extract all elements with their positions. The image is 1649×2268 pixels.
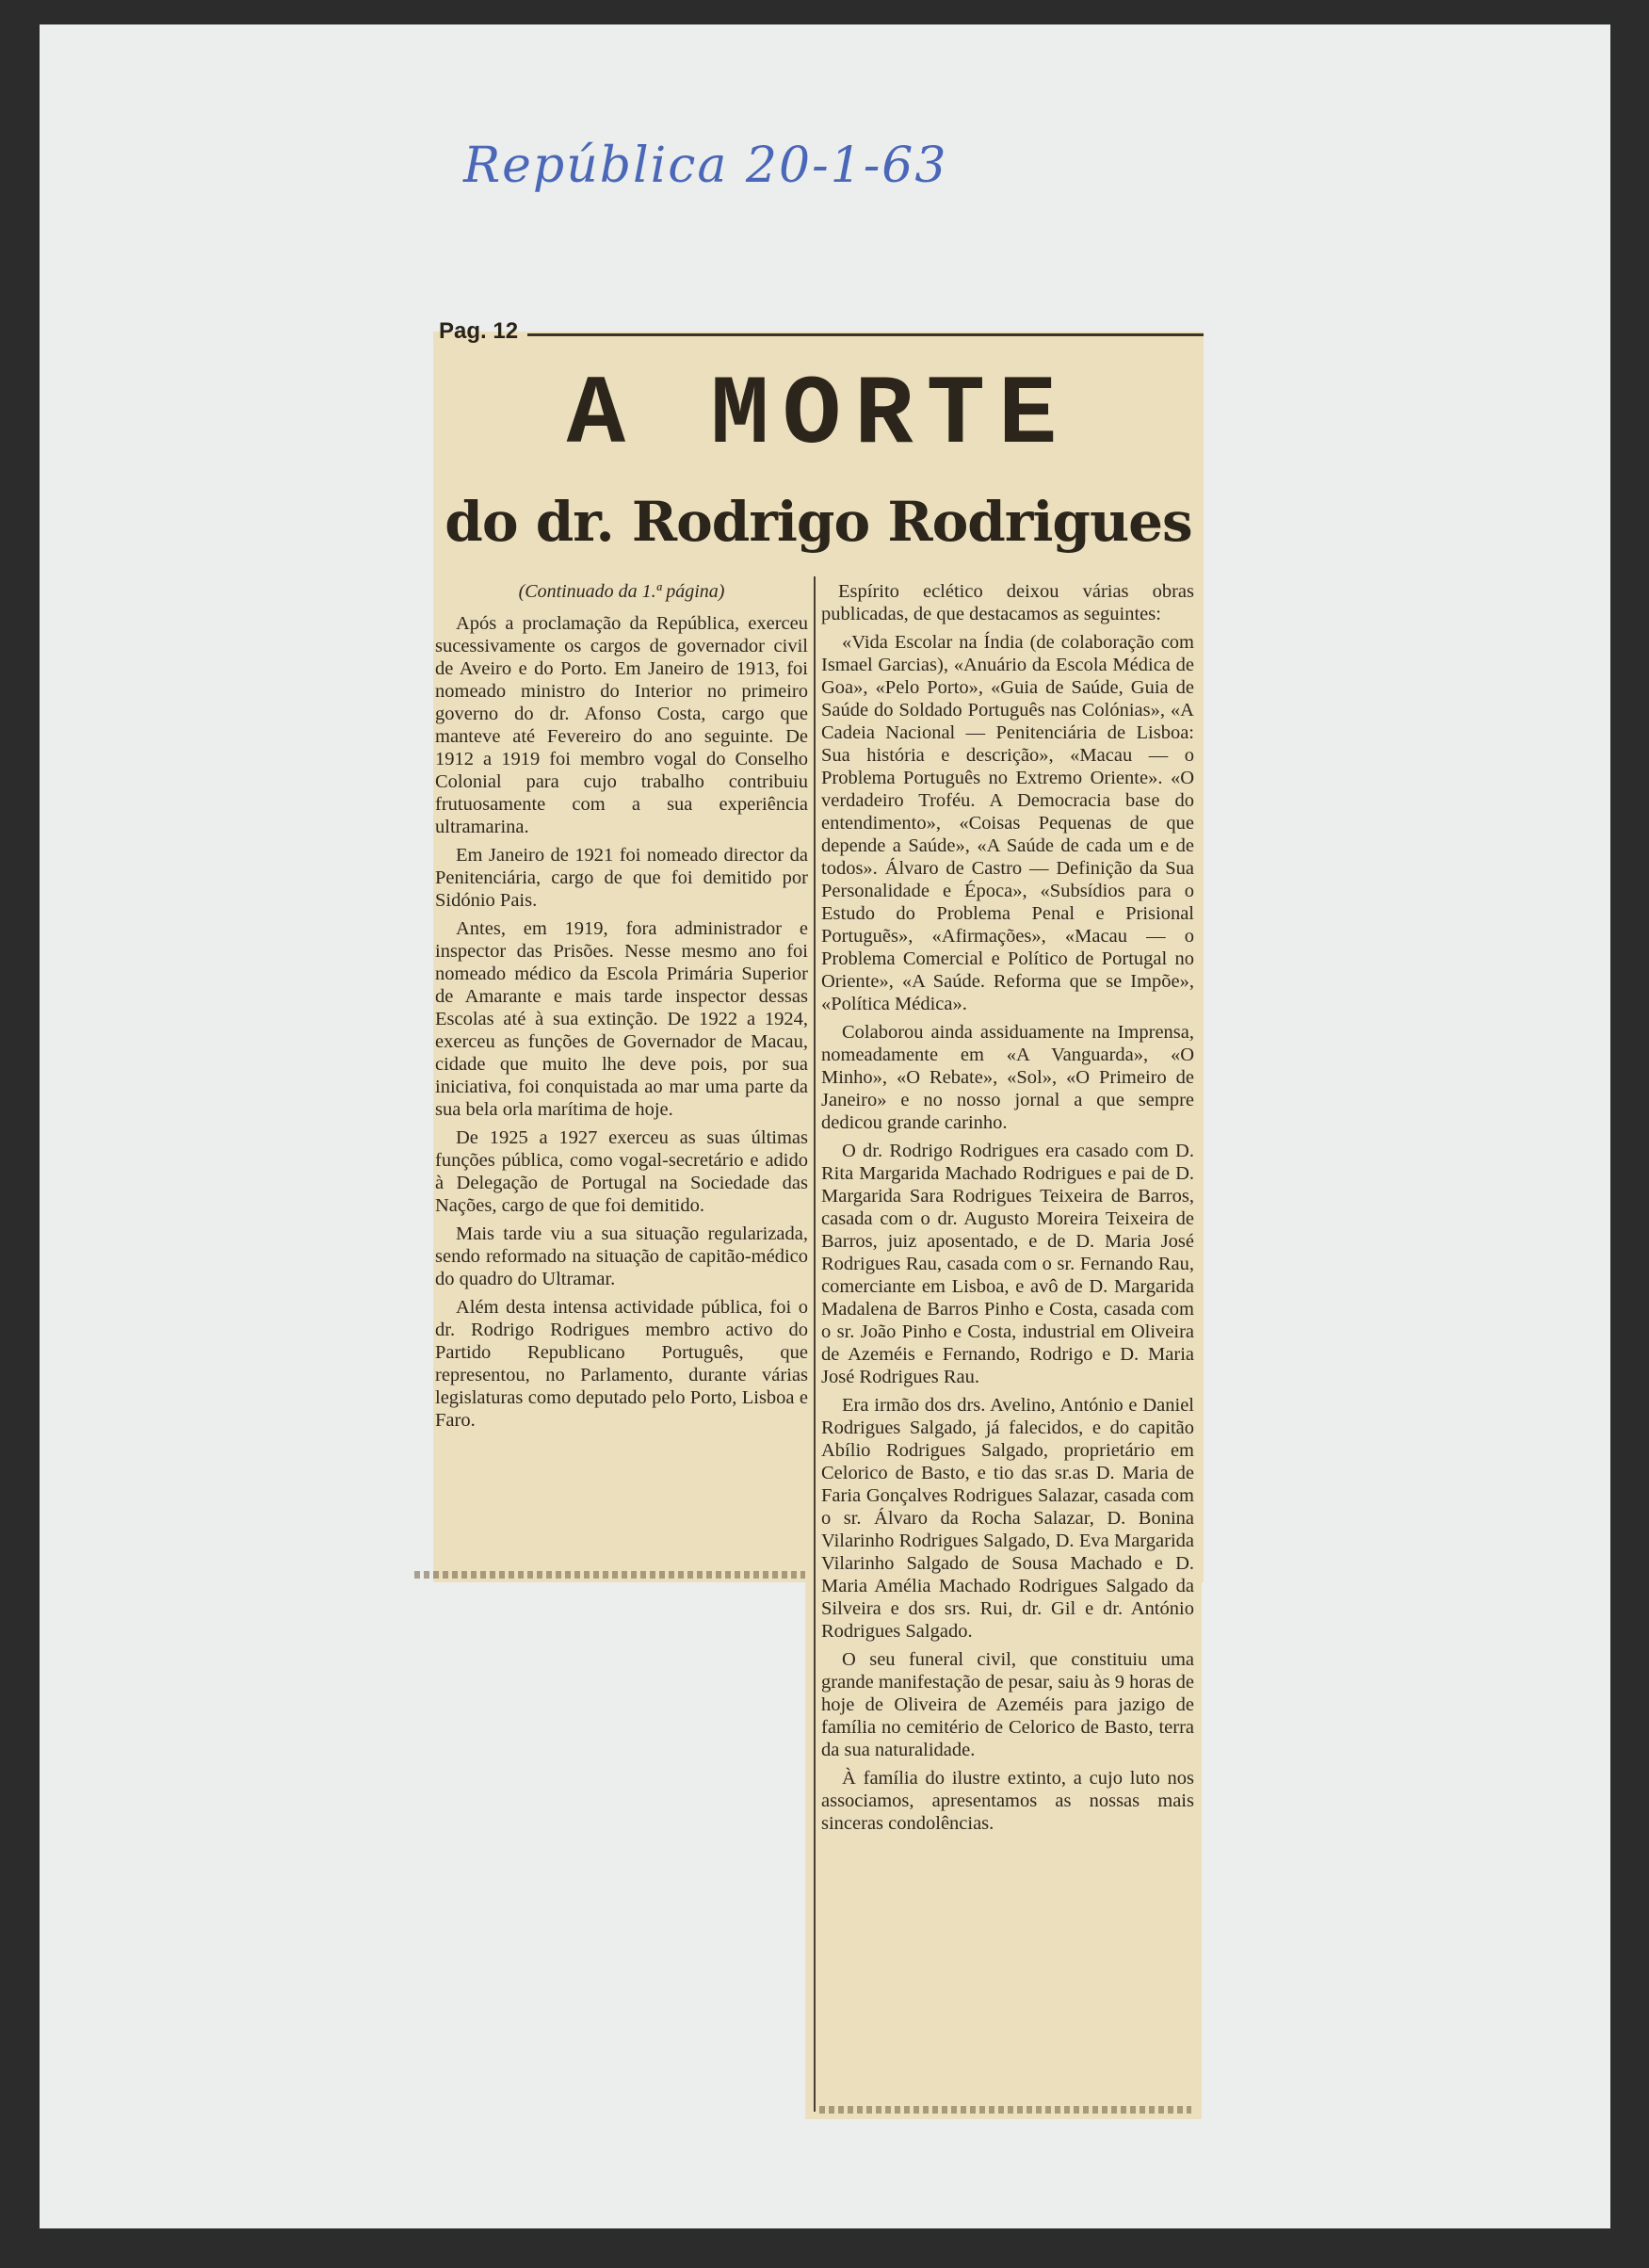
paragraph: Era irmão dos drs. Avelino, António e Daniel Rodrigues Salgado, já falecidos, e do capitão Abílio Rodrigues Salgado, proprietário em Celorico de Basto, e tio das sr.as D. Maria de Faria Gonçalves Rodrigues Salazar, casada com o sr. Álvaro da Rocha Salazar, D. Bonina Vilarinho Rodrigues Salgado, D. Eva Margarida Vilarinho Salgado de Sousa Machado e D. Maria Amélia Machado Rodrigues Salgado da Silveira e dos srs. Rui, dr. Gil e dr. António Rodrigues Salgado. [821,1395,1194,1642]
left-column [435,580,808,1437]
page-number: Pag. 12 [439,318,519,344]
clipping-cut-edge [819,2106,1191,2114]
continued-note: (Continuado da 1.ª página) [518,581,725,602]
clipping-cut-edge [414,1571,805,1579]
paragraph: À família do ilustre extinto, a cujo luto nos associamos, apresentamos as nossas mais sinceras condolências. [821,1768,1194,1834]
paragraph: Espírito eclético deixou várias obras publicadas, de que destacamos as seguintes: [821,581,1194,624]
paragraph: De 1925 a 1927 exerceu as suas últimas funções pública, como vogal-secretário e adido à Delegação de Portugal na Sociedade das Nações, cargo de que foi demitido. [435,1127,808,1216]
column-divider [814,576,816,2112]
handwritten-note: República 20-1-63 [463,138,948,194]
paragraph: Antes, em 1919, fora administrador e inspector das Prisões. Nesse mesmo ano foi nomeado médico da Escola Primária Superior de Amarante e mais tarde inspector dessas Escolas até à sua extinção. De 1922 a 1924, exerceu as funções de Governador de Macau, cidade que muito lhe deve pois, por sua iniciativa, foi conquistada ao mar uma parte da sua bela orla marítima de hoje. [435,918,808,1120]
header-rule [527,333,1204,336]
paragraph: Além desta intensa actividade pública, foi o dr. Rodrigo Rodrigues membro activo do Partido Republicano Português, que representou, no Parlamento, durante várias legislaturas como deputado pelo Porto, Lisboa e Faro. [435,1297,808,1431]
paragraph: Em Janeiro de 1921 foi nomeado director da Penitenciária, cargo de que foi demitido por Sidónio Pais. [435,845,808,911]
paragraph: O seu funeral civil, que constituiu uma grande manifestação de pesar, saiu às 9 horas de hoje de Oliveira de Azeméis para jazigo de família no cemitério de Celorico de Basto, terra da sua naturalidade. [821,1649,1194,1760]
paragraph: Colaborou ainda assiduamente na Imprensa, nomeadamente em «A Vanguarda», «O Minho», «O Rebate», «Sol», «O Primeiro de Janeiro» e no nosso jornal a que sempre dedicou grande carinho. [821,1022,1194,1133]
paragraph: Após a proclamação da República, exerceu sucessivamente os cargos de governador civil de Aveiro e do Porto. Em Janeiro de 1913, foi nomeado ministro do Interior no primeiro governo do dr. Afonso Costa, cargo que manteve até Fevereiro do ano seguinte. De 1912 a 1919 foi membro vogal do Conselho Colonial para cujo trabalho contribuiu frutuosamente com a sua experiência ultramarina. [435,613,808,837]
subheadline: do dr. Rodrigo Rodrigues [445,490,1192,554]
right-column [821,580,1194,1840]
paragraph: «Vida Escolar na Índia (de colaboração com Ismael Garcias), «Anuário da Escola Médica de Goa», «Pelo Porto», «Guia de Saúde, Guia de Saúde do Soldado Português nas Colónias», «A Cadeia Nacional — Penitenciária de Lisboa: Sua história e descrição», «Macau — o Problema Português no Extremo Oriente». «O verdadeiro Troféu. A Democracia base do entendimento», «Coisas Pequenas de que depende a Saúde», «A Saúde de cada um e de todos». Álvaro de Castro — Definição da Sua Personalidade e Época», «Subsídios para o Estudo do Problema Penal e Prisional Portuguẽs», «Afirmações», «Macau — o Problema Comercial e Político de Portugal no Oriente», «A Saúde. Reforma que se Impõe», «Política Médica». [821,632,1194,1014]
headline: A MORTE [566,361,1071,472]
paragraph: Mais tarde viu a sua situação regularizada, sendo reformado na situação de capitão-médico do quadro do Ultramar. [435,1223,808,1289]
paragraph: O dr. Rodrigo Rodrigues era casado com D. Rita Margarida Machado Rodrigues e pai de D. Margarida Sara Rodrigues Teixeira de Barros, casada com o dr. Augusto Moreira Teixeira de Barros, juiz aposentado, e de D. Maria José Rodrigues Rau, casada com o sr. Fernando Rau, comerciante em Lisboa, e avô de D. Margarida Madalena de Barros Pinho e Costa, casada com o sr. João Pinho e Costa, industrial em Oliveira de Azeméis e Fernando, Rodrigo e D. Maria José Rodrigues Rau. [821,1141,1194,1387]
